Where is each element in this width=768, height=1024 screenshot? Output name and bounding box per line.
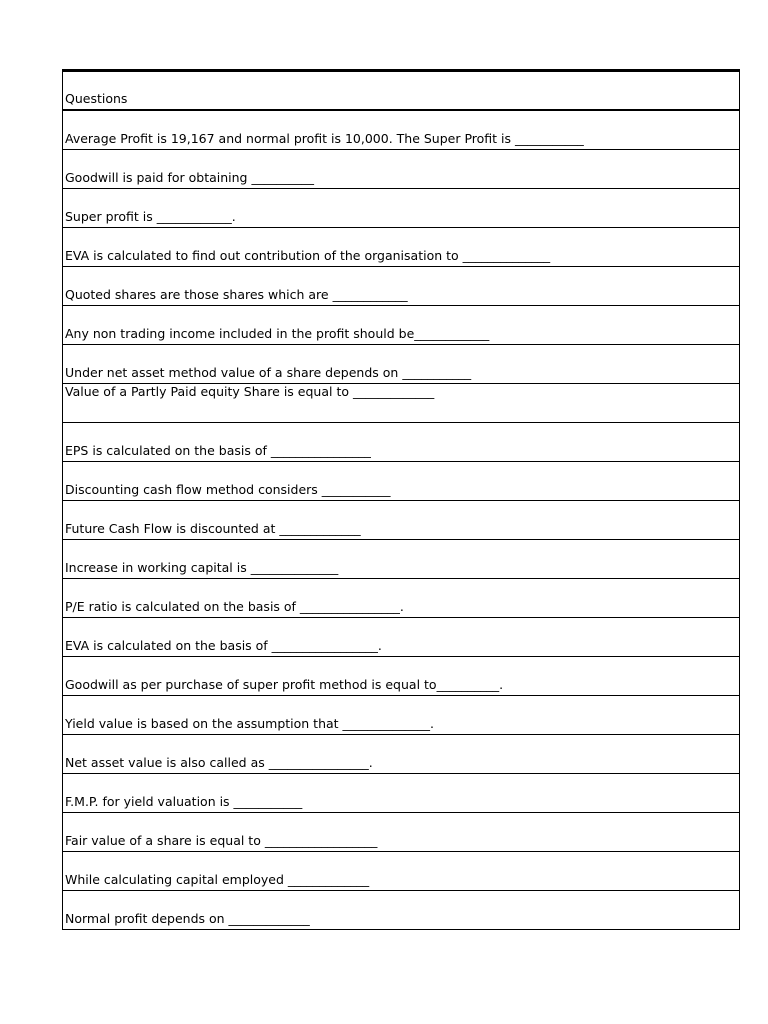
question-cell: Increase in working capital is ______________ — [65, 560, 339, 575]
table-header-row — [63, 72, 739, 111]
question-cell: Discounting cash flow method considers ___________ — [65, 482, 391, 497]
question-cell: Future Cash Flow is discounted at _____________ — [65, 521, 361, 536]
question-cell: P/E ratio is calculated on the basis of ________________. — [65, 599, 404, 614]
question-cell: While calculating capital employed _____________ — [65, 872, 370, 887]
question-cell: Quoted shares are those shares which are ____________ — [65, 287, 408, 302]
question-cell: EPS is calculated on the basis of ________________ — [65, 443, 371, 458]
table-row — [63, 345, 739, 384]
question-cell: Value of a Partly Paid equity Share is equal to _____________ — [65, 384, 435, 399]
question-cell: Net asset value is also called as ________________. — [65, 755, 373, 770]
questions-table — [62, 69, 740, 930]
table-row — [63, 462, 739, 501]
question-cell: Any non trading income included in the profit should be____________ — [65, 326, 490, 341]
table-row — [63, 189, 739, 228]
question-cell: Average Profit is 19,167 and normal profit is 10,000. The Super Profit is ___________ — [65, 131, 584, 146]
table-row — [63, 579, 739, 618]
table-header-questions: Questions — [65, 91, 128, 106]
question-cell: Goodwill is paid for obtaining __________ — [65, 170, 314, 185]
table-row — [63, 891, 739, 930]
table-row — [63, 774, 739, 813]
table-row — [63, 384, 739, 423]
table-row — [63, 150, 739, 189]
table-row — [63, 423, 739, 462]
question-cell: Fair value of a share is equal to __________________ — [65, 833, 378, 848]
question-cell: EVA is calculated to find out contribution of the organisation to ______________ — [65, 248, 551, 263]
table-row — [63, 735, 739, 774]
table-row — [63, 852, 739, 891]
question-cell: F.M.P. for yield valuation is ___________ — [65, 794, 303, 809]
table-row — [63, 696, 739, 735]
question-cell: Super profit is ____________. — [65, 209, 236, 224]
question-cell: EVA is calculated on the basis of _________________. — [65, 638, 382, 653]
table-row — [63, 657, 739, 696]
question-cell: Goodwill as per purchase of super profit method is equal to__________. — [65, 677, 504, 692]
table-row — [63, 228, 739, 267]
table-row — [63, 618, 739, 657]
table-row — [63, 111, 739, 150]
table-row — [63, 306, 739, 345]
table-row — [63, 501, 739, 540]
table-row — [63, 267, 739, 306]
question-cell: Under net asset method value of a share depends on ___________ — [65, 365, 472, 380]
question-cell: Yield value is based on the assumption that ______________. — [65, 716, 435, 731]
table-row — [63, 540, 739, 579]
question-cell: Normal profit depends on _____________ — [65, 911, 310, 926]
table-row — [63, 813, 739, 852]
